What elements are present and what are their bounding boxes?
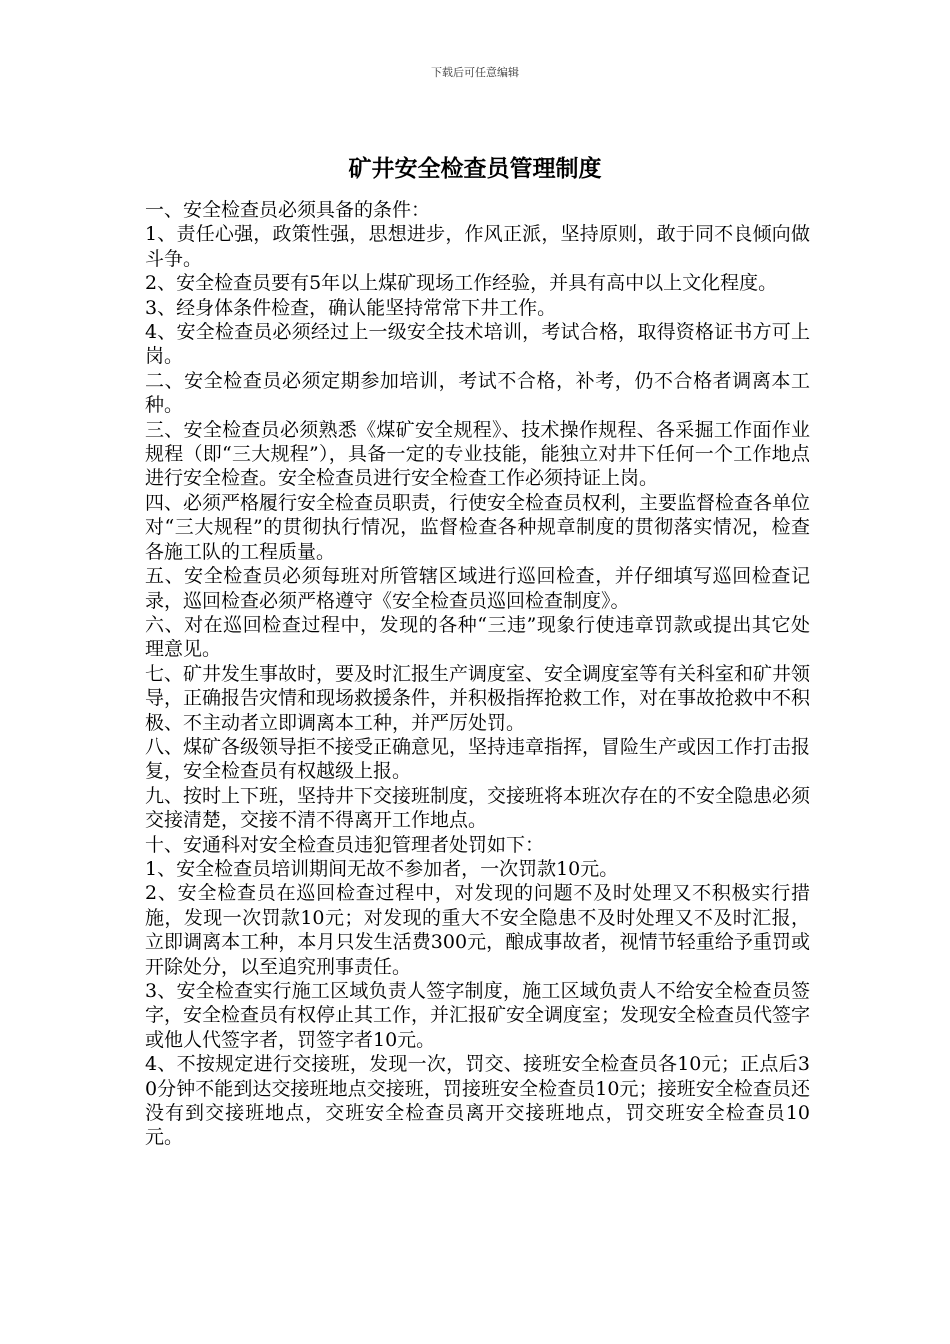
paragraph: 4、安全检查员必须经过上一级安全技术培训，考试合格，取得资格证书方可上岗。 [145,321,810,368]
paragraph: 2、安全检查员要有5年以上煤矿现场工作经验，并具有高中以上文化程度。 [145,272,778,295]
paragraph: 九、按时上下班，坚持井下交接班制度，交接班将本班次存在的不安全隐患必须交接清楚，交接不清不得离开工作地点。 [145,784,811,832]
document-title: 矿井安全检查员管理制度 [348,155,602,182]
paragraph: 4、不按规定进行交接班，发现一次，罚交、接班安全检查员各10元；正点后30分钟不能到达交接班地点交接班，罚接班安全检查员10元；接班安全检查员还没有到交接班地点，交班安全检查员离开交接班地点，罚交班安全检查员10元。 [145,1053,810,1149]
paragraph: 八、煤矿各级领导拒不接受正确意见，坚持违章指挥，冒险生产或因工作打击报复，安全检查员有权越级上报。 [145,735,811,783]
paragraph: 四、必须严格履行安全检查员职责，行使安全检查员权利，主要监督检查各单位对“三大规程”的贯彻执行情况，监督检查各种规章制度的贯彻落实情况，检查各施工队的工程质量。 [145,491,811,563]
paragraph: 2、安全检查员在巡回检查过程中，对发现的问题不及时处理又不积极实行措施，发现一次罚款10元；对发现的重大不安全隐患不及时处理又不及时汇报，立即调离本工种，本月只发生活费300元，酿成事故者，视情节轻重给予重罚或开除处分，以至追究刑事责任。 [145,882,810,978]
paragraph: 七、矿井发生事故时，要及时汇报生产调度室、安全调度室等有关科室和矿井领导，正确报告灾情和现场救援条件，并积极指挥抢救工作，对在事故抢救中不积极、不主动者立即调离本工种，并严厉处罚。 [145,662,811,734]
page-header: 下载后可任意编辑 [431,66,519,79]
paragraph: 3、经身体条件检查，确认能坚持常常下井工作。 [145,296,557,319]
paragraph: 六、对在巡回检查过程中，发现的各种“三违”现象行使违章罚款或提出其它处理意见。 [145,613,810,661]
paragraph: 1、责任心强，政策性强，思想进步，作风正派，坚持原则，敢于同不良倾向做斗争。 [145,223,810,270]
paragraph: 3、安全检查实行施工区域负责人签字制度，施工区域负责人不给安全检查员签字，安全检查员有权停止其工作，并汇报矿安全调度室；发现安全检查员代签字或他人代签字者，罚签字者10元。 [145,980,811,1051]
paragraph: 三、安全检查员必须熟悉《煤矿安全规程》、技术操作规程、各采掘工作面作业规程（即“三大规程”），具备一定的专业技能，能独立对井下任何一个工作地点进行安全检查。安全检查员进行安全检查工作必须持证上岗。 [145,418,810,490]
paragraph: 1、安全检查员培训期间无故不参加者，一次罚款10元。 [145,857,619,880]
paragraph: 二、安全检查员必须定期参加培训，考试不合格，补考，仍不合格者调离本工种。 [145,369,810,417]
paragraph: 五、安全检查员必须每班对所管辖区域进行巡回检查，并仔细填写巡回检查记录，巡回检查必须严格遵守《安全检查员巡回检查制度》。 [145,565,810,612]
document-body [145,198,810,1150]
paragraph: 一、安全检查员必须具备的条件： [145,199,431,221]
paragraph: 十、安通科对安全检查员违犯管理者处罚如下： [145,833,545,856]
